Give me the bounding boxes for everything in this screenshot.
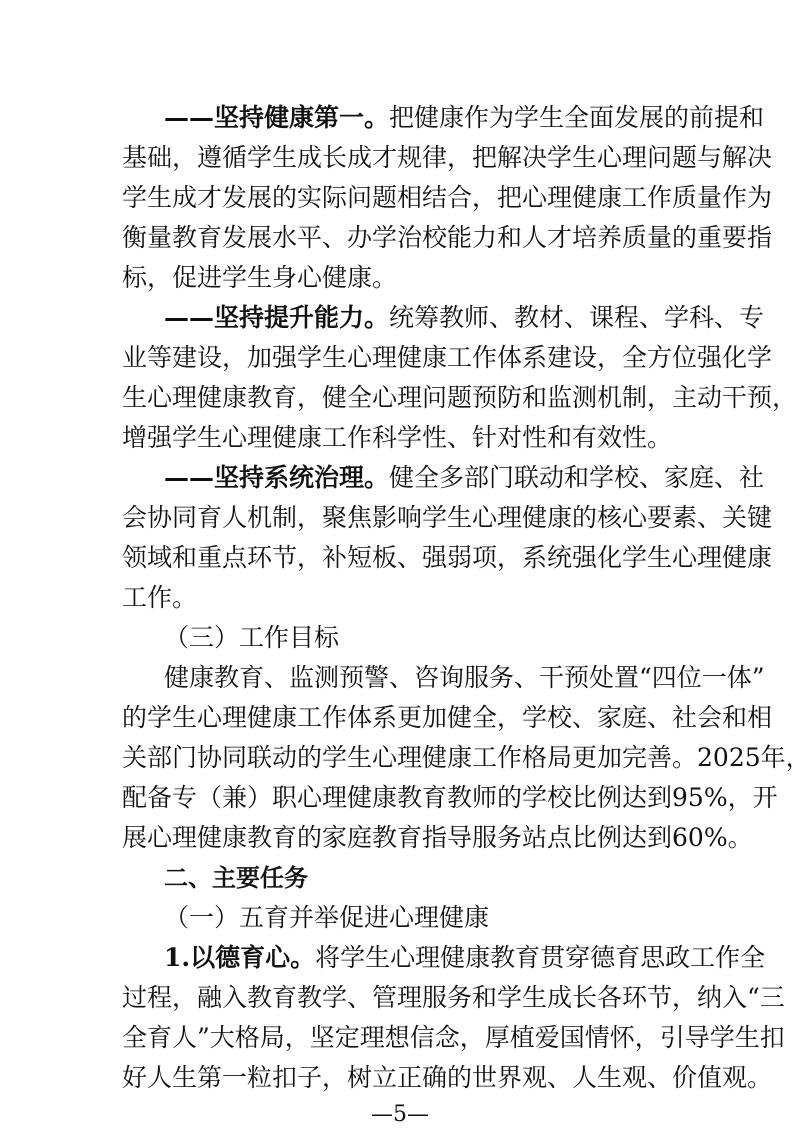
paragraph-goals-line-4: 配备专（兼）职心理健康教育教师的学校比例达到95%，开: [122, 783, 778, 812]
paragraph-governance-line-3: 领域和重点环节，补短板、强弱项，系统强化学生心理健康: [122, 543, 773, 572]
item-moral-education: 1.以德育心。: [164, 943, 316, 972]
paragraph-health-first-line-3: 学生成才发展的实际问题相结合，把心理健康工作质量作为: [122, 183, 773, 212]
paragraph-goals-line-1: 健康教育、监测预警、咨询服务、干预处置“四位一体”: [164, 663, 765, 692]
paragraph-capacity-line-3: 生心理健康教育，健全心理问题预防和监测机制，主动干预，: [122, 383, 798, 412]
paragraph-goals-line-3: 关部门协同联动的学生心理健康工作格局更加完善。2025年，: [122, 743, 811, 772]
paragraph-governance-line-4: 工作。: [122, 583, 198, 612]
subheading-five-education: （一）五育并举促进心理健康: [164, 903, 490, 932]
paragraph-health-first-line-5: 标，促进学生身心健康。: [122, 263, 398, 292]
page-number: —5—: [371, 1102, 429, 1127]
paragraph-moral-line-4: 好人生第一粒扣子，树立正确的世界观、人生观、价值观。: [122, 1063, 773, 1092]
text: 健全多部门联动和学校、家庭、社: [389, 463, 765, 492]
section-heading-main-tasks: 二、主要任务: [164, 864, 308, 892]
paragraph-capacity-line-2: 业等建设，加强学生心理健康工作体系建设，全方位强化学: [122, 343, 773, 372]
paragraph-health-first-line-2: 基础，遵循学生成长成才规律，把解决学生心理问题与解决: [122, 143, 773, 172]
paragraph-capacity-line-1: [164, 298, 765, 338]
paragraph-goals-line-5: 展心理健康教育的家庭教育指导服务站点比例达到60%。: [122, 823, 753, 852]
text: 统筹教师、教材、课程、学科、专: [389, 303, 765, 332]
paragraph-governance-line-1: [164, 458, 765, 498]
principle-health-first: ——坚持健康第一。: [164, 103, 390, 132]
principle-governance: ——坚持系统治理。: [164, 463, 390, 492]
text: 将学生心理健康教育贯穿德育思政工作全: [315, 943, 766, 972]
paragraph-moral-line-3: 全育人”大格局，坚定理想信念，厚植爱国情怀，引导学生扣: [122, 1023, 785, 1052]
principle-capacity: ——坚持提升能力。: [164, 303, 390, 332]
paragraph-health-first-line-4: 衡量教育发展水平、办学治校能力和人才培养质量的重要指: [122, 223, 773, 252]
paragraph-capacity-line-4: 增强学生心理健康工作科学性、针对性和有效性。: [122, 423, 673, 452]
text: 把健康作为学生全面发展的前提和: [389, 103, 765, 132]
paragraph-health-first-line-1: [164, 98, 765, 138]
paragraph-moral-line-1: [164, 938, 766, 978]
subheading-work-goals: （三）工作目标: [164, 623, 340, 652]
paragraph-goals-line-2: 的学生心理健康工作体系更加健全，学校、家庭、社会和相: [122, 703, 773, 732]
paragraph-governance-line-2: 会协同育人机制，聚焦影响学生心理健康的核心要素、关键: [122, 503, 773, 532]
paragraph-moral-line-2: 过程，融入教育教学、管理服务和学生成长各环节，纳入“三: [122, 983, 785, 1012]
